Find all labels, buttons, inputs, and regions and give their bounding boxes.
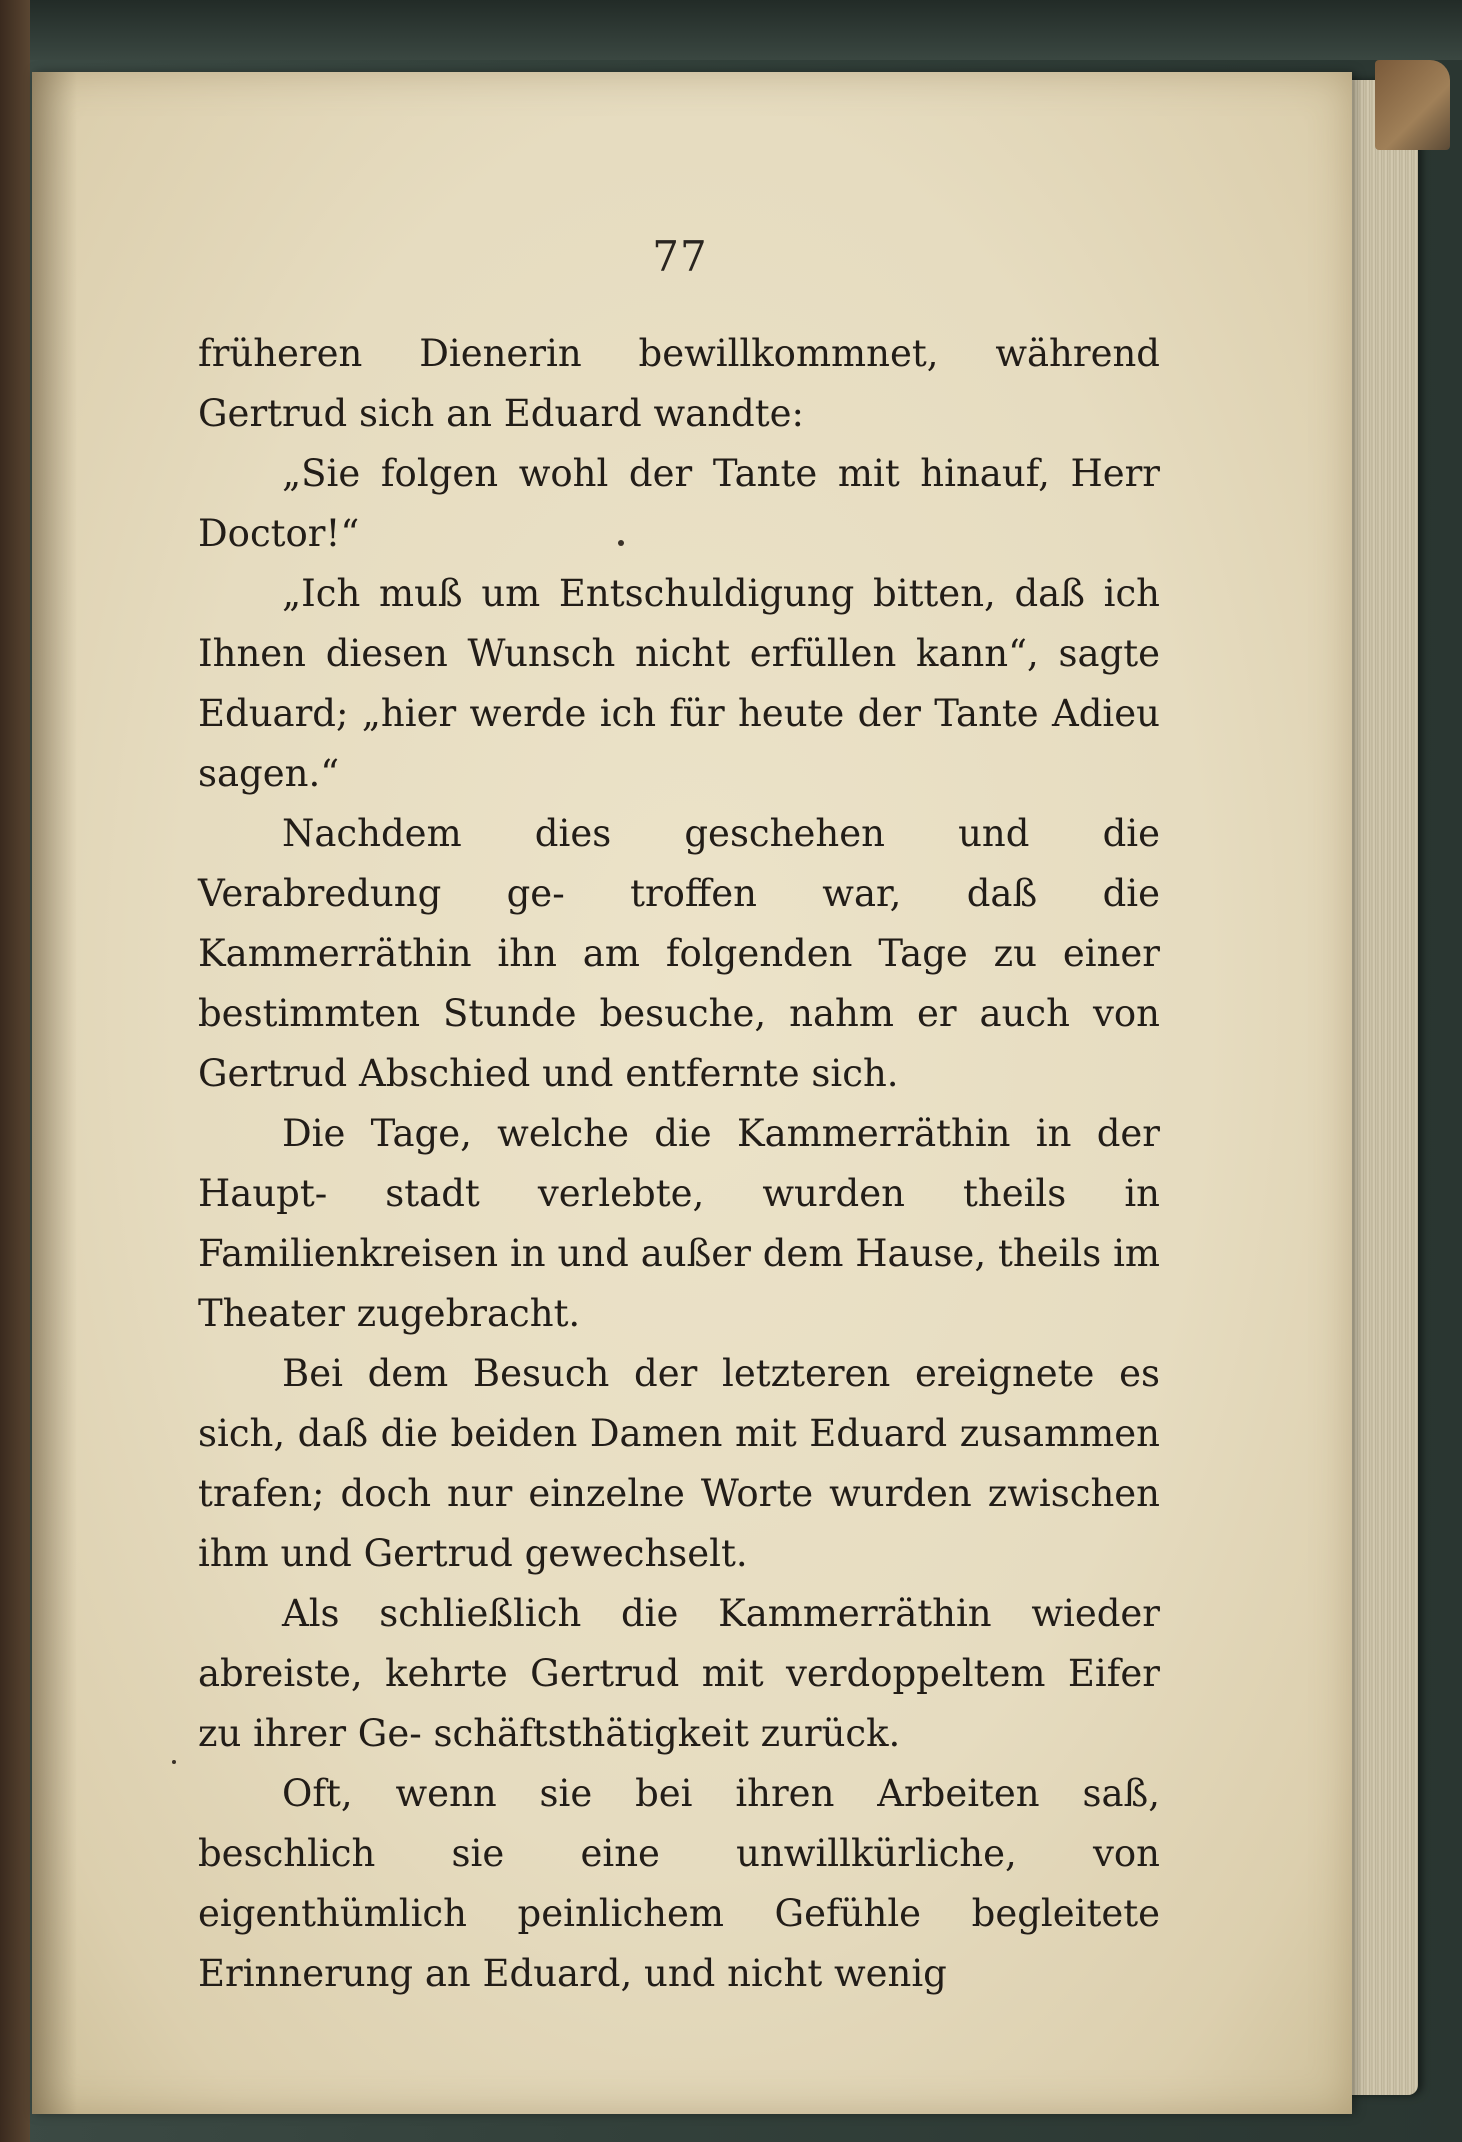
paragraph: „Ich muß um Entschuldigung bitten, daß ich Ihnen diesen Wunsch nicht erfüllen kann“, sagte Eduard; „hier werde ich für heute der Tante Adieu sagen.“ — [198, 572, 1160, 795]
page-number: 77 — [652, 232, 708, 281]
worn-corner — [1375, 60, 1450, 150]
paragraph: Oft, wenn sie bei ihren Arbeiten saß, beschlich sie eine unwillkürliche, von eigenthümlich peinlichem Gefühle begleitete Erinnerung an Eduard, und nicht wenig — [198, 1772, 1160, 1995]
paragraph: „Sie folgen wohl der Tante mit hinauf, Herr Doctor!“ — [198, 452, 1160, 555]
ink-speck — [618, 540, 624, 546]
cover-left-edge — [0, 0, 30, 2142]
gutter-shadow — [32, 72, 77, 2114]
paragraph: Als schließlich die Kammerräthin wieder abreiste, kehrte Gertrud mit verdoppeltem Eifer zu ihrer Ge- schäftsthätigkeit zurück. — [198, 1592, 1160, 1755]
cover-top-edge — [0, 0, 1462, 60]
paragraph: Nachdem dies geschehen und die Verabredung ge- troffen war, daß die Kammerräthin ihn am folgenden Tage zu einer bestimmten Stunde besuche, nahm er auch von Gertrud Abschied und entfernte sich. — [198, 812, 1160, 1095]
ink-speck — [172, 1760, 176, 1764]
paragraph: Die Tage, welche die Kammerräthin in der Haupt- stadt verlebte, wurden theils in Familienkreisen in und außer dem Hause, theils im Theater zugebracht. — [198, 1112, 1160, 1335]
paragraph: Bei dem Besuch der letzteren ereignete es sich, daß die beiden Damen mit Eduard zusammen trafen; doch nur einzelne Worte wurden zwischen ihm und Gertrud gewechselt. — [198, 1352, 1160, 1575]
body-text — [198, 324, 1160, 2004]
paragraph: früheren Dienerin bewillkommnet, während Gertrud sich an Eduard wandte: — [198, 332, 1160, 435]
